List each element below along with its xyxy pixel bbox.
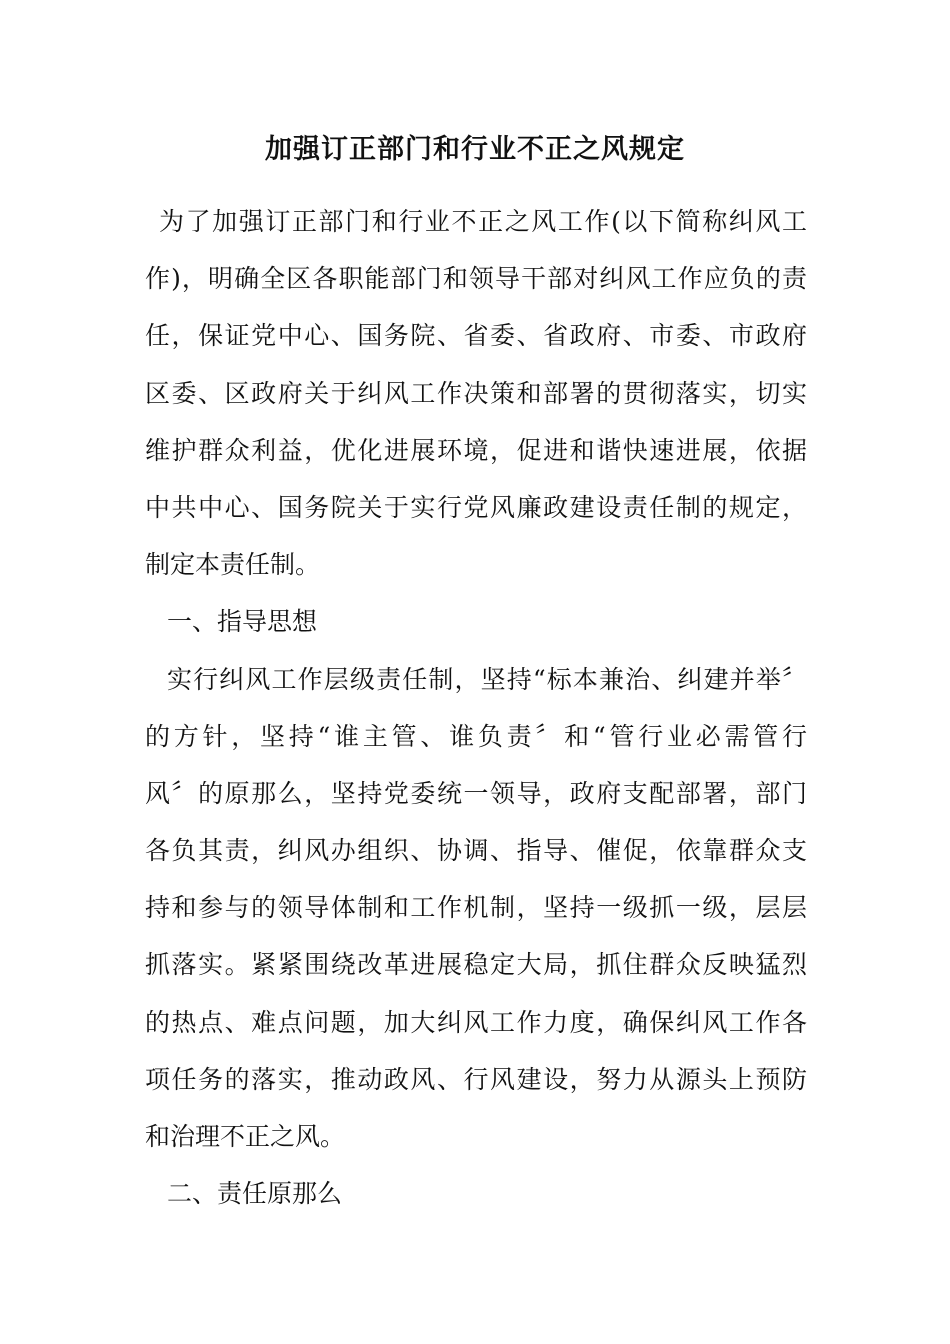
paragraph-line: 中共中心、国务院关于实行党风廉政建设责任制的规定， (145, 492, 807, 522)
document-title: 加强订正部门和行业不正之风规定 (265, 134, 685, 165)
paragraph-line: 的热点、难点问题，加大纠风工作力度，确保纠风工作各 (145, 1007, 807, 1037)
paragraph-line: 和治理不正之风。 (145, 1122, 346, 1151)
section-heading: 一、指导思想 (167, 607, 318, 637)
paragraph-line: 抓落实。紧紧围绕改革进展稳定大局，抓住群众反映猛烈 (145, 950, 807, 980)
section-heading: 二、责任原那么 (167, 1179, 343, 1209)
paragraph-line: 的方针，坚持“谁主管、谁负责〞和“管行业必需管行 (145, 721, 807, 751)
paragraph-line: 风〞的原那么，坚持党委统一领导，政府支配部署，部门 (145, 778, 807, 808)
paragraph-line: 维护群众利益，优化进展环境，促进和谐快速进展，依据 (145, 435, 807, 465)
paragraph-line: 持和参与的领导体制和工作机制，坚持一级抓一级，层层 (145, 893, 807, 923)
paragraph-line: 为了加强订正部门和行业不正之风工作(以下简称纠风工 (159, 207, 807, 236)
paragraph-line: 各负其责，纠风办组织、协调、指导、催促，依靠群众支 (145, 836, 807, 866)
paragraph-line: 作)，明确全区各职能部门和领导干部对纠风工作应负的责 (145, 264, 807, 294)
paragraph-line: 区委、区政府关于纠风工作决策和部署的贯彻落实，切实 (145, 378, 807, 408)
paragraph-line: 实行纠风工作层级责任制，坚持“标本兼治、纠建并举〞 (167, 664, 807, 694)
document-body (145, 200, 807, 1229)
paragraph-line: 项任务的落实，推动政风、行风建设，努力从源头上预防 (145, 1064, 807, 1094)
paragraph-line: 制定本责任制。 (145, 550, 321, 580)
paragraph-line: 任，保证党中心、国务院、省委、省政府、市委、市政府 (145, 321, 807, 351)
